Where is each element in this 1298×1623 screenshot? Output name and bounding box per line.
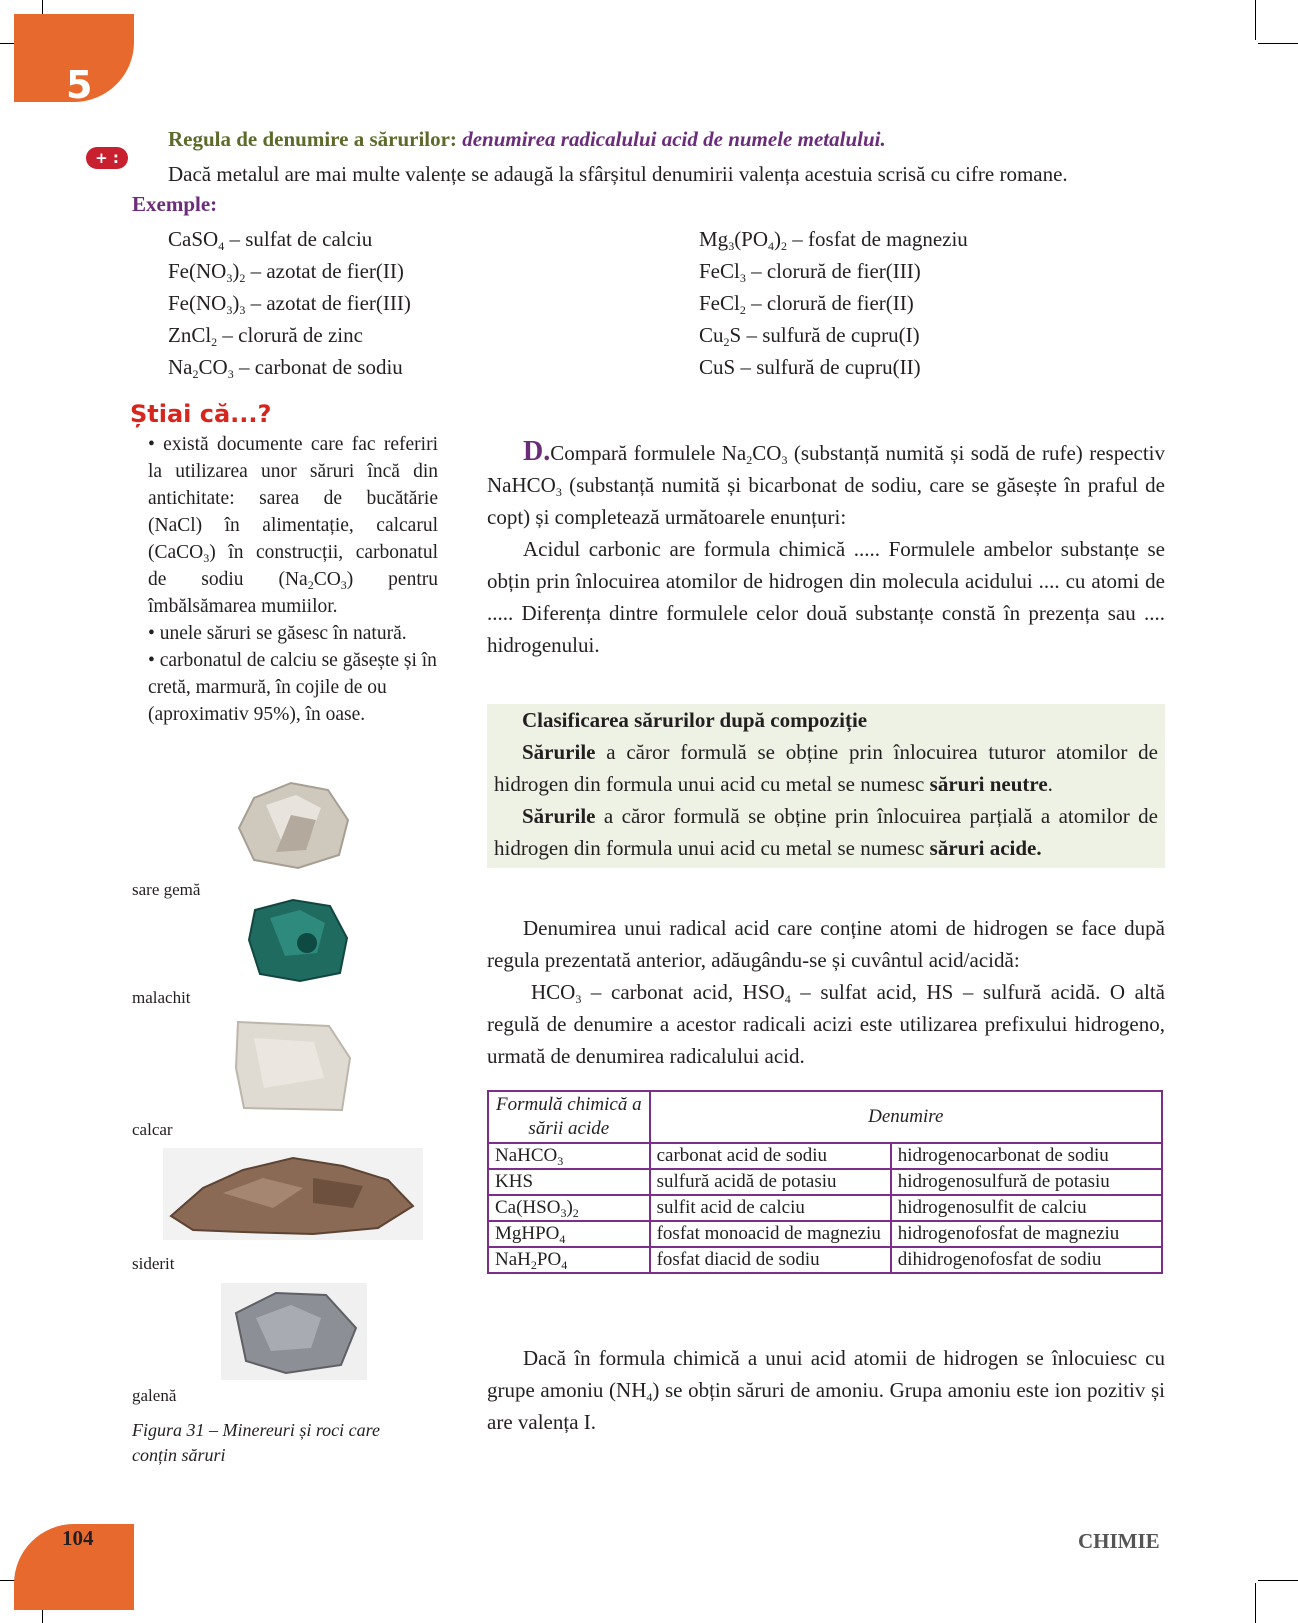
table-row (488, 1169, 1162, 1195)
rule-title: Regula de denumire a sărurilor: denumirea radicalului acid de numele metalului. (168, 127, 886, 151)
classification-neutral: Sărurile a căror formulă se obține prin înlocuirea tuturor atomilor de hidrogen din formula unui acid cu metal se numesc săruri neutre. (494, 740, 1158, 796)
formula-part: Mg (699, 227, 729, 251)
formula-part: 4 (559, 1232, 566, 1246)
formula-part: ) (774, 227, 782, 251)
table-cell-formula (488, 1247, 650, 1273)
example-name: – fosfat de magneziu (787, 227, 968, 251)
formula-part: 3 (557, 1154, 564, 1168)
crop-mark (1258, 43, 1298, 44)
malachit-image (245, 898, 350, 983)
example-name: – clorură de fier(II) (745, 291, 914, 315)
formula-part: NaH (495, 1249, 531, 1270)
naming-p2: $HCO_3$ – carbonat acid, $HSO_4$ – sulfat acid, HS – sulfură acidă. O altă regulă de denumire a acestor radicali acizi este utilizarea prefixului hidrogeno, urmată de denumirea radicalului acid. (487, 980, 1165, 1068)
calcar-image (234, 1018, 354, 1113)
formula-part: ) (232, 259, 240, 283)
table-cell-formula (488, 1169, 650, 1195)
formula-part: Na (168, 355, 193, 379)
table-row (488, 1247, 1162, 1273)
table-cell-hydrogeno-name: hidrogenofosfat de magneziu (891, 1221, 1162, 1247)
example-item (699, 319, 968, 351)
stiai-text (148, 431, 438, 728)
table-cell-hydrogeno-name: hidrogenosulfură de potasiu (891, 1169, 1162, 1195)
task-d (487, 436, 1165, 661)
example-item (699, 223, 968, 255)
table-row (488, 1143, 1162, 1169)
example-item (168, 223, 411, 255)
formula-part: FeCl (699, 291, 740, 315)
example-item (168, 351, 411, 383)
acid-salts-table (487, 1090, 1163, 1274)
task-d-statements: Acidul carbonic are formula chimică ..... Formulele ambelor substanțe se obțin prin înlocuirea atomilor de hidrogen din molecula acidului .... cu atomi de ..... Diferența dintre formulele celor două substanțe constă în prezența sau .... hidrogenului. (487, 537, 1165, 657)
naming-text (487, 912, 1165, 1072)
table-cell-formula (488, 1195, 650, 1221)
formula-part: 2 (739, 303, 746, 317)
example-name: – azotat de fier(III) (245, 291, 411, 315)
formula-part: KHS (495, 1171, 534, 1192)
crop-mark (1255, 0, 1256, 40)
formula-part: CO (198, 355, 228, 379)
classification-acid: Sărurile a căror formulă se obține prin înlocuirea parțială a atomilor de hidrogen din formula unui acid cu metal se numesc săruri acide. (494, 804, 1158, 860)
formula-part: 3 (239, 303, 246, 317)
example-name: – sulfură de cupru(I) (741, 323, 920, 347)
example-item (168, 255, 411, 287)
formula-part: 4 (218, 239, 225, 253)
stiai-point-2: • unele săruri se găsesc în natură. (148, 623, 407, 644)
chapter-number: 5 (66, 63, 93, 107)
formula-part: 3 (226, 271, 233, 285)
stiai-point-1: • există documente care fac referiri la utilizarea unor săruri încă din antichitate: sarea de bucătărie (NaCl) în alimentație, calcarul (CaCO$_3$) în construcții, carbonatul de sodiu $(Na_2CO_3)$ pentru îmbălsămarea mumiilor. (148, 434, 438, 617)
chapter-tab (14, 14, 134, 107)
example-item (168, 287, 411, 319)
examples-left (168, 223, 411, 383)
example-name: – clorură de zinc (217, 323, 363, 347)
formula-part: 2 (530, 1258, 537, 1272)
example-name: – sulfură de cupru(II) (735, 355, 921, 379)
formula-part: 2 (572, 1206, 579, 1220)
task-d-letter: D. (523, 436, 551, 467)
table-cell-acid-name: fosfat monoacid de magneziu (650, 1221, 891, 1247)
formula-part: 3 (226, 303, 233, 317)
task-d-intro: D.Compară formulele $Na_2CO_3$ (substanță numită și sodă de rufe) respectiv NaHCO$_3$ (substanță numită și bicarbonat de sodiu, care se găsește în praful de copt) și completează următoarele enunțuri: (487, 436, 1166, 529)
example-item (699, 287, 968, 319)
siderit-image (163, 1148, 423, 1240)
formula-part: 4 (561, 1258, 568, 1272)
formula-part: 3 (227, 367, 234, 381)
mineral-label-sare-gema: sare gemă (132, 880, 201, 899)
formula-part: 2 (723, 335, 730, 349)
formula-part: S (729, 323, 742, 347)
table-row (488, 1195, 1162, 1221)
formula-part: PO (536, 1249, 562, 1270)
table-header-name: Denumire (650, 1091, 1162, 1143)
table-cell-formula (488, 1221, 650, 1247)
formula-part: 4 (768, 239, 775, 253)
example-name: – azotat de fier(II) (245, 259, 404, 283)
formula-part: NaHCO (495, 1145, 558, 1166)
formula-part: 2 (239, 271, 246, 285)
table-row (488, 1221, 1162, 1247)
stiai-point-3: • carbonatul de calciu se găsește și în cretă, marmură, în cojile de ou (aproximativ 95%), în oase. (148, 650, 437, 725)
formula-part: ZnCl (168, 323, 212, 347)
stiai-title: Știai că...? (130, 400, 272, 428)
naming-p1: Denumirea unui radical acid care conține atomi de hidrogen se face după regula prezentată anterior, adăugându-se și cuvântul acid/acidă: (487, 916, 1165, 972)
mineral-label-malachit: malachit (132, 988, 191, 1007)
table-cell-hydrogeno-name: hidrogenosulfit de calciu (891, 1195, 1162, 1221)
formula-part: 2 (781, 239, 788, 253)
formula-part: Ca(HSO (495, 1197, 561, 1218)
table-cell-acid-name: sulfură acidă de potasiu (650, 1169, 891, 1195)
formula-part: 3 (728, 239, 735, 253)
example-name: – sulfat de calciu (224, 227, 373, 251)
formula-part: FeCl (699, 259, 740, 283)
table-cell-hydrogeno-name: hidrogenocarbonat de sodiu (891, 1143, 1162, 1169)
formula-part: ) (566, 1197, 573, 1218)
crop-mark (1255, 1583, 1256, 1623)
formula-part: 3 (560, 1206, 567, 1220)
mineral-label-siderit: siderit (132, 1254, 175, 1273)
formula-part: (PO (734, 227, 769, 251)
formula-part: Cu (699, 323, 724, 347)
examples-heading: Exemple: (132, 192, 218, 216)
formula-part: ) (232, 291, 240, 315)
formula-part: CaSO (168, 227, 219, 251)
page-number: 104 (62, 1526, 94, 1550)
example-name: – carbonat de sodiu (233, 355, 403, 379)
example-name: – clorură de fier(III) (745, 259, 921, 283)
galena-image (221, 1283, 367, 1380)
subject-label: CHIMIE (1078, 1529, 1160, 1553)
mineral-label-galena: galenă (132, 1386, 177, 1405)
example-item (168, 319, 411, 351)
formula-part: 2 (211, 335, 218, 349)
classification-title: Clasificarea sărurilor după compoziție (522, 708, 868, 732)
rule-text: Dacă metalul are mai multe valențe se adaugă la sfârșitul denumirii valența acestuia scrisă cu cifre romane. (168, 162, 1068, 186)
crop-mark (1258, 1580, 1298, 1581)
table-header-formula: Formulă chimică a sării acide (488, 1091, 650, 1143)
figure-caption: Figura 31 – Minereuri și roci care conțin săruri (132, 1420, 380, 1465)
table-cell-acid-name: carbonat acid de sodiu (650, 1143, 891, 1169)
table-cell-formula (488, 1143, 650, 1169)
formula-part: MgHPO (495, 1223, 560, 1244)
sare-gema-image (236, 780, 351, 870)
table-cell-acid-name: fosfat diacid de sodiu (650, 1247, 891, 1273)
mineral-label-calcar: calcar (132, 1120, 173, 1139)
table-cell-hydrogeno-name: dihidrogenofosfat de sodiu (891, 1247, 1162, 1273)
formula-part: 2 (192, 367, 199, 381)
formula-part: Fe(NO (168, 259, 227, 283)
example-item (699, 255, 968, 287)
formula-part: CuS (699, 355, 736, 379)
formula-part: Fe(NO (168, 291, 227, 315)
table-cell-acid-name: sulfit acid de calciu (650, 1195, 891, 1221)
example-item (699, 351, 968, 383)
formula-part: 3 (739, 271, 746, 285)
examples-right (699, 223, 968, 383)
classification-box (487, 704, 1165, 868)
plus-minus-icon: + : (86, 147, 128, 169)
ammonium-text: Dacă în formula chimică a unui acid atomii de hidrogen se înlocuiesc cu grupe amoniu $(NH_4)$ se obțin săruri de amoniu. Grupa amoniu este ion pozitiv și are valența I. (487, 1346, 1165, 1434)
